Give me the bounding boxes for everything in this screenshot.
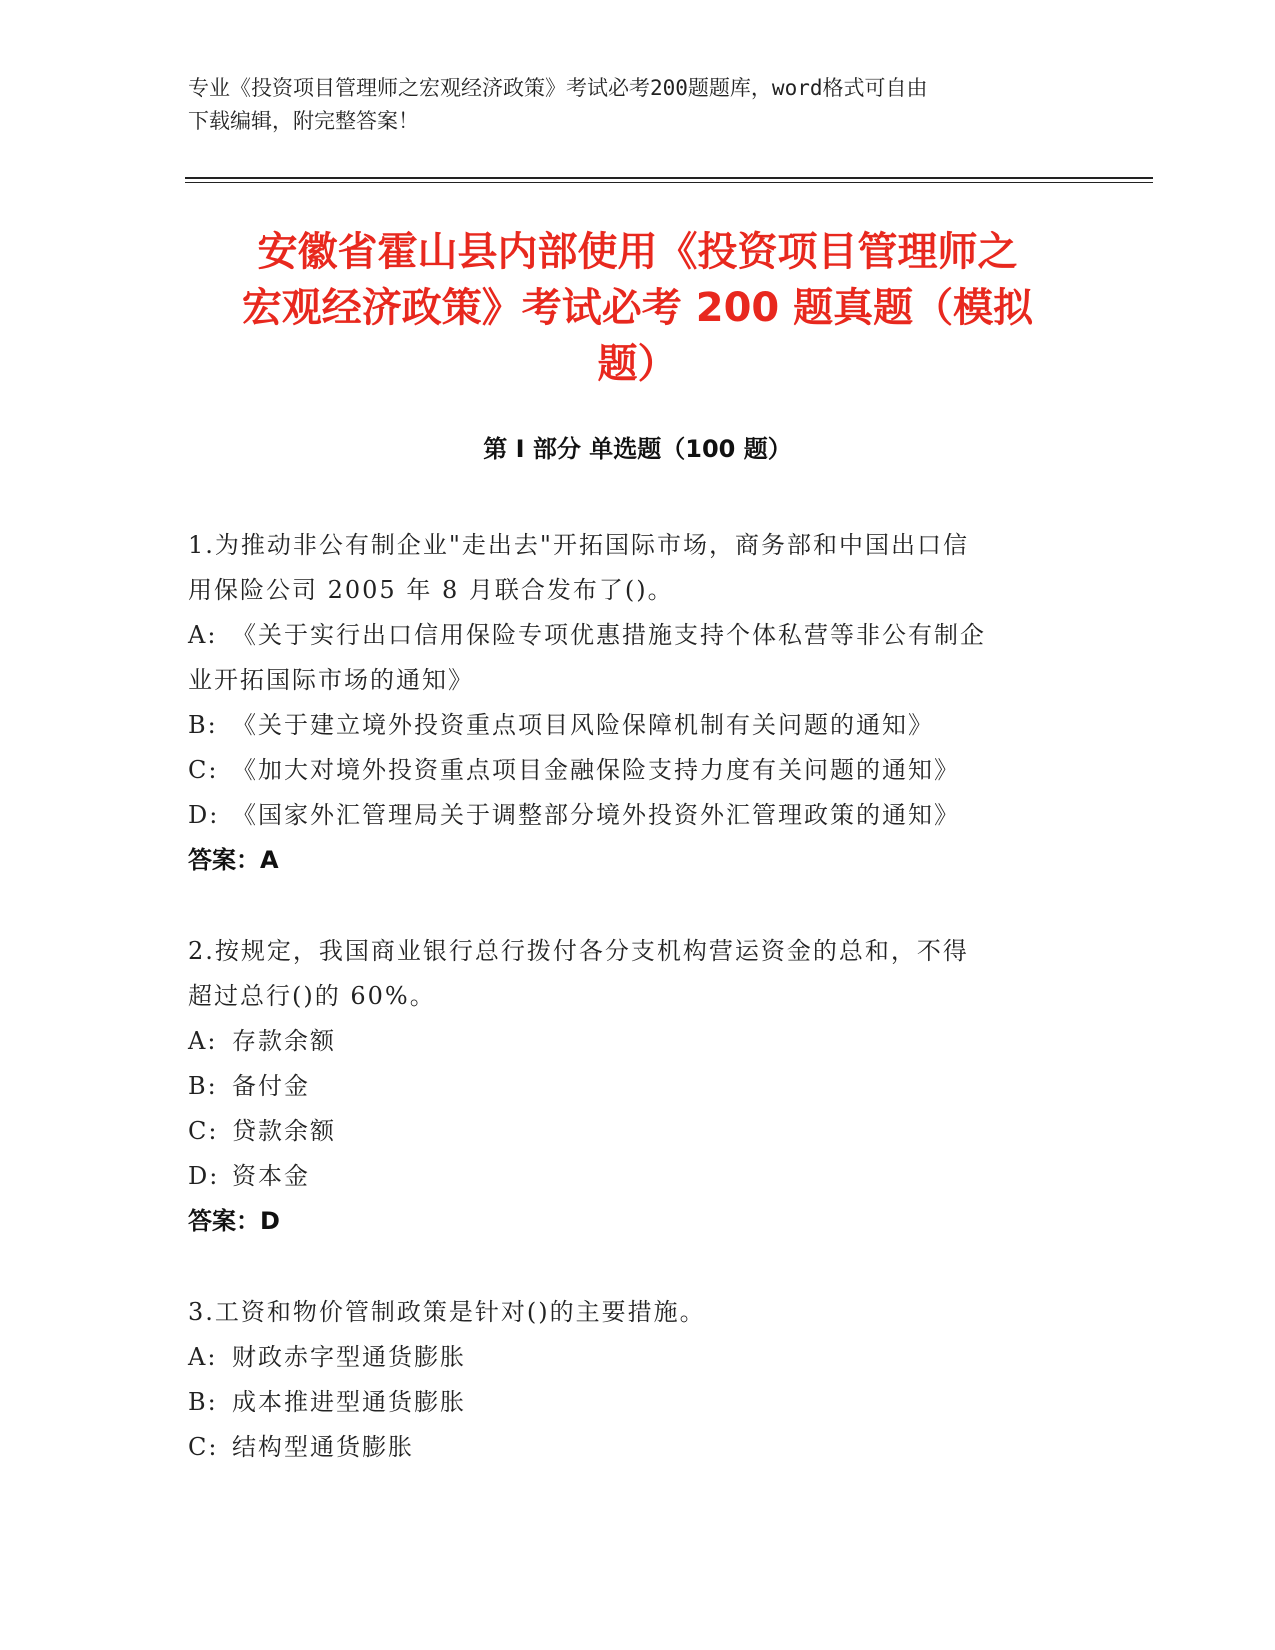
- option-key: D:: [188, 801, 220, 829]
- option-text: 《加大对境外投资重点项目金融保险支持力度有关问题的通知》: [232, 756, 960, 784]
- document-title-line-3: 题）: [597, 341, 678, 387]
- header-note-line-1: 专业《投资项目管理师之宏观经济政策》考试必考200题题库，word格式可自由: [188, 76, 928, 100]
- option-key: C:: [188, 1433, 219, 1461]
- option-text: 资本金: [232, 1162, 310, 1190]
- option-text: 结构型通货膨胀: [232, 1433, 414, 1461]
- option-key: D:: [188, 1162, 220, 1190]
- header-note: [188, 72, 1088, 138]
- option-key: B:: [188, 1072, 218, 1100]
- question-1-option-c: [188, 748, 1068, 793]
- question-1-stem-line-1: 1.为推动非公有制企业"走出去"开拓国际市场，商务部和中国出口信: [188, 531, 969, 559]
- option-text: 贷款余额: [232, 1117, 336, 1145]
- question-1-option-a: [188, 613, 1068, 658]
- header-divider-thick: [185, 177, 1153, 179]
- option-key: B:: [188, 711, 218, 739]
- question-1-option-d: [188, 793, 1068, 838]
- question-list: [188, 523, 1068, 1516]
- question-3: [188, 1290, 1068, 1470]
- question-3-option-c: [188, 1425, 1068, 1470]
- option-key: B:: [188, 1388, 218, 1416]
- header-divider-thin: [185, 182, 1153, 183]
- option-key: A:: [188, 1343, 218, 1371]
- option-text: 财政赤字型通货膨胀: [232, 1343, 466, 1371]
- question-1-answer: 答案：A: [188, 846, 279, 874]
- section-heading: 第 I 部分 单选题（100 题）: [483, 435, 792, 463]
- question-2-option-c: [188, 1109, 1068, 1154]
- question-1-option-b: [188, 703, 1068, 748]
- question-2-stem-line-2: 超过总行()的 60%。: [188, 982, 436, 1010]
- question-2: [188, 929, 1068, 1244]
- question-1-stem-line-2: 用保险公司 2005 年 8 月联合发布了()。: [188, 576, 674, 604]
- question-2-option-b: [188, 1064, 1068, 1109]
- option-text: 备付金: [232, 1072, 310, 1100]
- option-key: C:: [188, 756, 219, 784]
- question-1-option-a-continued: 业开拓国际市场的通知》: [188, 666, 474, 694]
- option-text: 存款余额: [232, 1027, 336, 1055]
- option-text: 《关于实行出口信用保险专项优惠措施支持个体私营等非公有制企: [232, 621, 986, 649]
- question-2-option-d: [188, 1154, 1068, 1199]
- option-key: C:: [188, 1117, 219, 1145]
- question-3-stem-line-1: 3.工资和物价管制政策是针对()的主要措施。: [188, 1298, 706, 1326]
- document-title: [150, 224, 1125, 392]
- option-key: A:: [188, 1027, 218, 1055]
- question-3-option-b: [188, 1380, 1068, 1425]
- question-2-option-a: [188, 1019, 1068, 1064]
- option-text: 成本推进型通货膨胀: [232, 1388, 466, 1416]
- option-text: 《国家外汇管理局关于调整部分境外投资外汇管理政策的通知》: [232, 801, 960, 829]
- option-text: 《关于建立境外投资重点项目风险保障机制有关问题的通知》: [232, 711, 934, 739]
- question-1: [188, 523, 1068, 883]
- question-2-answer: 答案：D: [188, 1207, 280, 1235]
- question-3-option-a: [188, 1335, 1068, 1380]
- document-title-line-1: 安徽省霍山县内部使用《投资项目管理师之: [257, 229, 1018, 275]
- document-title-line-2: 宏观经济政策》考试必考 200 题真题（模拟: [241, 285, 1034, 331]
- option-key: A:: [188, 621, 218, 649]
- question-2-stem-line-1: 2.按规定，我国商业银行总行拨付各分支机构营运资金的总和，不得: [188, 937, 969, 965]
- header-note-line-2: 下载编辑，附完整答案！: [188, 109, 419, 133]
